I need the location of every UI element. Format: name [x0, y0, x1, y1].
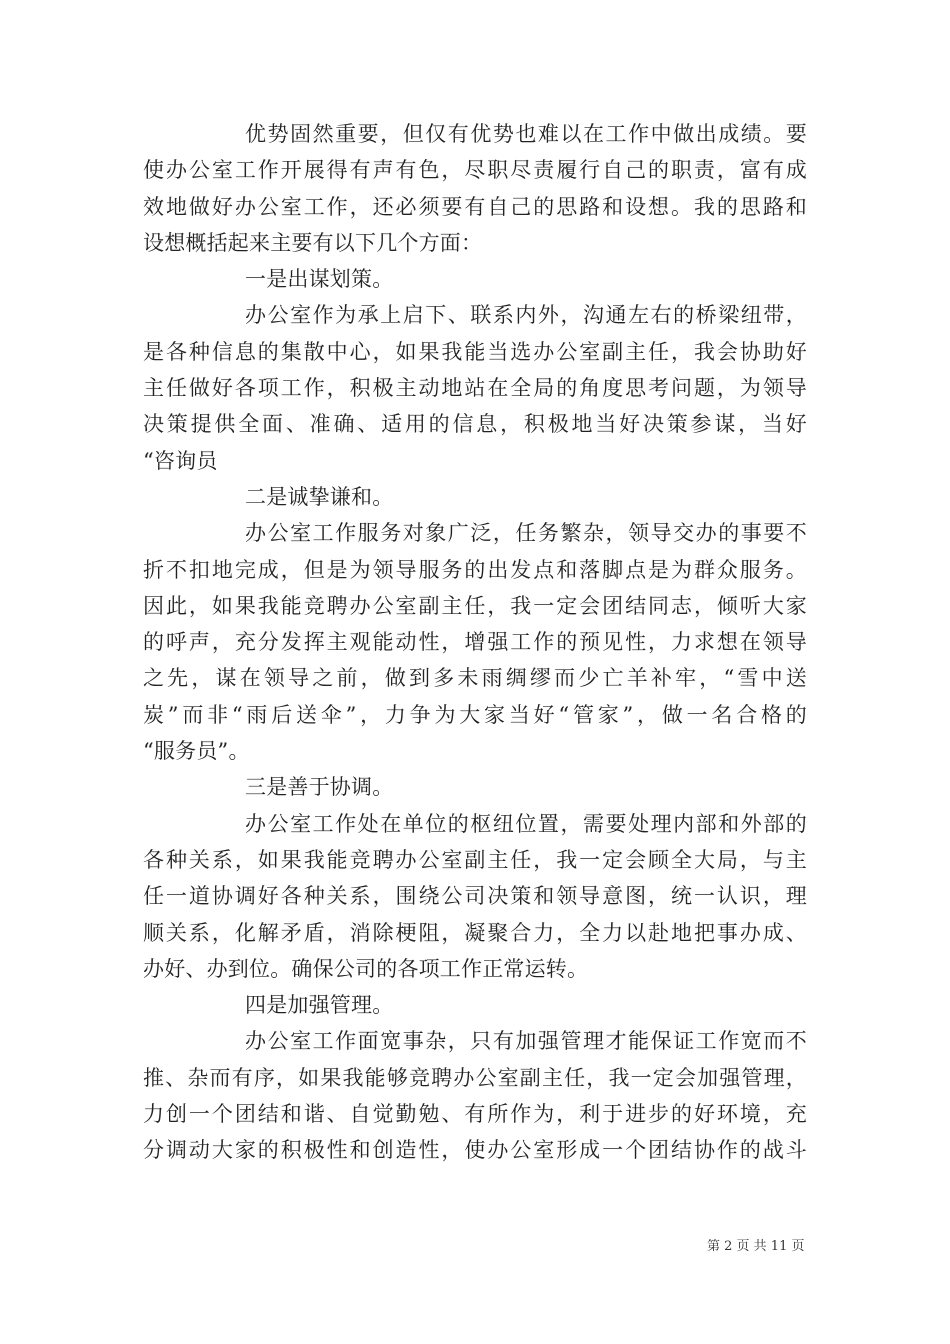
- text-line: 效地做好办公室工作，还必须要有自己的思路和设想。我的思路和: [143, 194, 807, 219]
- text-line: 折不扣地完成，但是为领导服务的出发点和落脚点是为群众服务。: [143, 557, 807, 582]
- text-line: 之先，谋在领导之前，做到多未雨绸缪而少亡羊补牢，“雪中送: [143, 666, 807, 691]
- text-line: “服务员”。: [143, 739, 250, 764]
- text-line: 设想概括起来主要有以下几个方面：: [143, 230, 483, 255]
- text-line: 各种关系，如果我能竞聘办公室副主任，我一定会顾全大局，与主: [143, 847, 807, 872]
- text-line: 办公室工作处在单位的枢纽位置，需要处理内部和外部的: [245, 811, 807, 836]
- text-line: 主任做好各项工作，积极主动地站在全局的角度思考问题，为领导: [143, 376, 807, 401]
- text-line: 使办公室工作开展得有声有色，尽职尽责履行自己的职责，富有成: [143, 158, 807, 183]
- text-line: 办公室工作面宽事杂，只有加强管理才能保证工作宽而不: [245, 1029, 807, 1054]
- text-line: 分调动大家的积极性和创造性，使办公室形成一个团结协作的战斗: [143, 1138, 807, 1163]
- document-body: [143, 116, 807, 1169]
- text-line: 优势固然重要，但仅有优势也难以在工作中做出成绩。要: [245, 122, 807, 146]
- text-line: 办公室工作服务对象广泛，任务繁杂，领导交办的事要不: [245, 521, 807, 546]
- text-line: 决策提供全面、准确、适用的信息，积极地当好决策参谋，当好: [143, 412, 807, 437]
- text-line: 力创一个团结和谐、自觉勤勉、有所作为，利于进步的好环境，充: [143, 1102, 807, 1127]
- page-number-footer: 第 2 页 共 11 页: [707, 1239, 805, 1254]
- text-line: “咨询员: [143, 448, 218, 473]
- text-line: 三是善于协调。: [245, 775, 394, 800]
- text-line: 是各种信息的集散中心，如果我能当选办公室副主任，我会协助好: [143, 339, 807, 364]
- text-line: 一是出谋划策。: [245, 267, 394, 292]
- text-line: 的呼声，充分发挥主观能动性，增强工作的预见性，力求想在领导: [143, 630, 807, 655]
- text-line: 炭”而非“雨后送伞”，力争为大家当好“管家”，做一名合格的: [143, 702, 807, 727]
- text-line: 顺关系，化解矛盾，消除梗阻，凝聚合力，全力以赴地把事办成、: [143, 920, 807, 945]
- text-line: 办好、办到位。确保公司的各项工作正常运转。: [143, 956, 589, 981]
- text-line: 任一道协调好各种关系，围绕公司决策和领导意图，统一认识，理: [143, 884, 807, 909]
- text-line: 二是诚挚谦和。: [245, 484, 394, 509]
- text-line: 办公室作为承上启下、联系内外，沟通左右的桥梁纽带，: [245, 303, 807, 328]
- text-line: 四是加强管理。: [245, 993, 394, 1018]
- text-line: 推、杂而有序，如果我能够竞聘办公室副主任，我一定会加强管理，: [143, 1065, 807, 1090]
- text-line: 因此，如果我能竞聘办公室副主任，我一定会团结同志，倾听大家: [143, 593, 807, 618]
